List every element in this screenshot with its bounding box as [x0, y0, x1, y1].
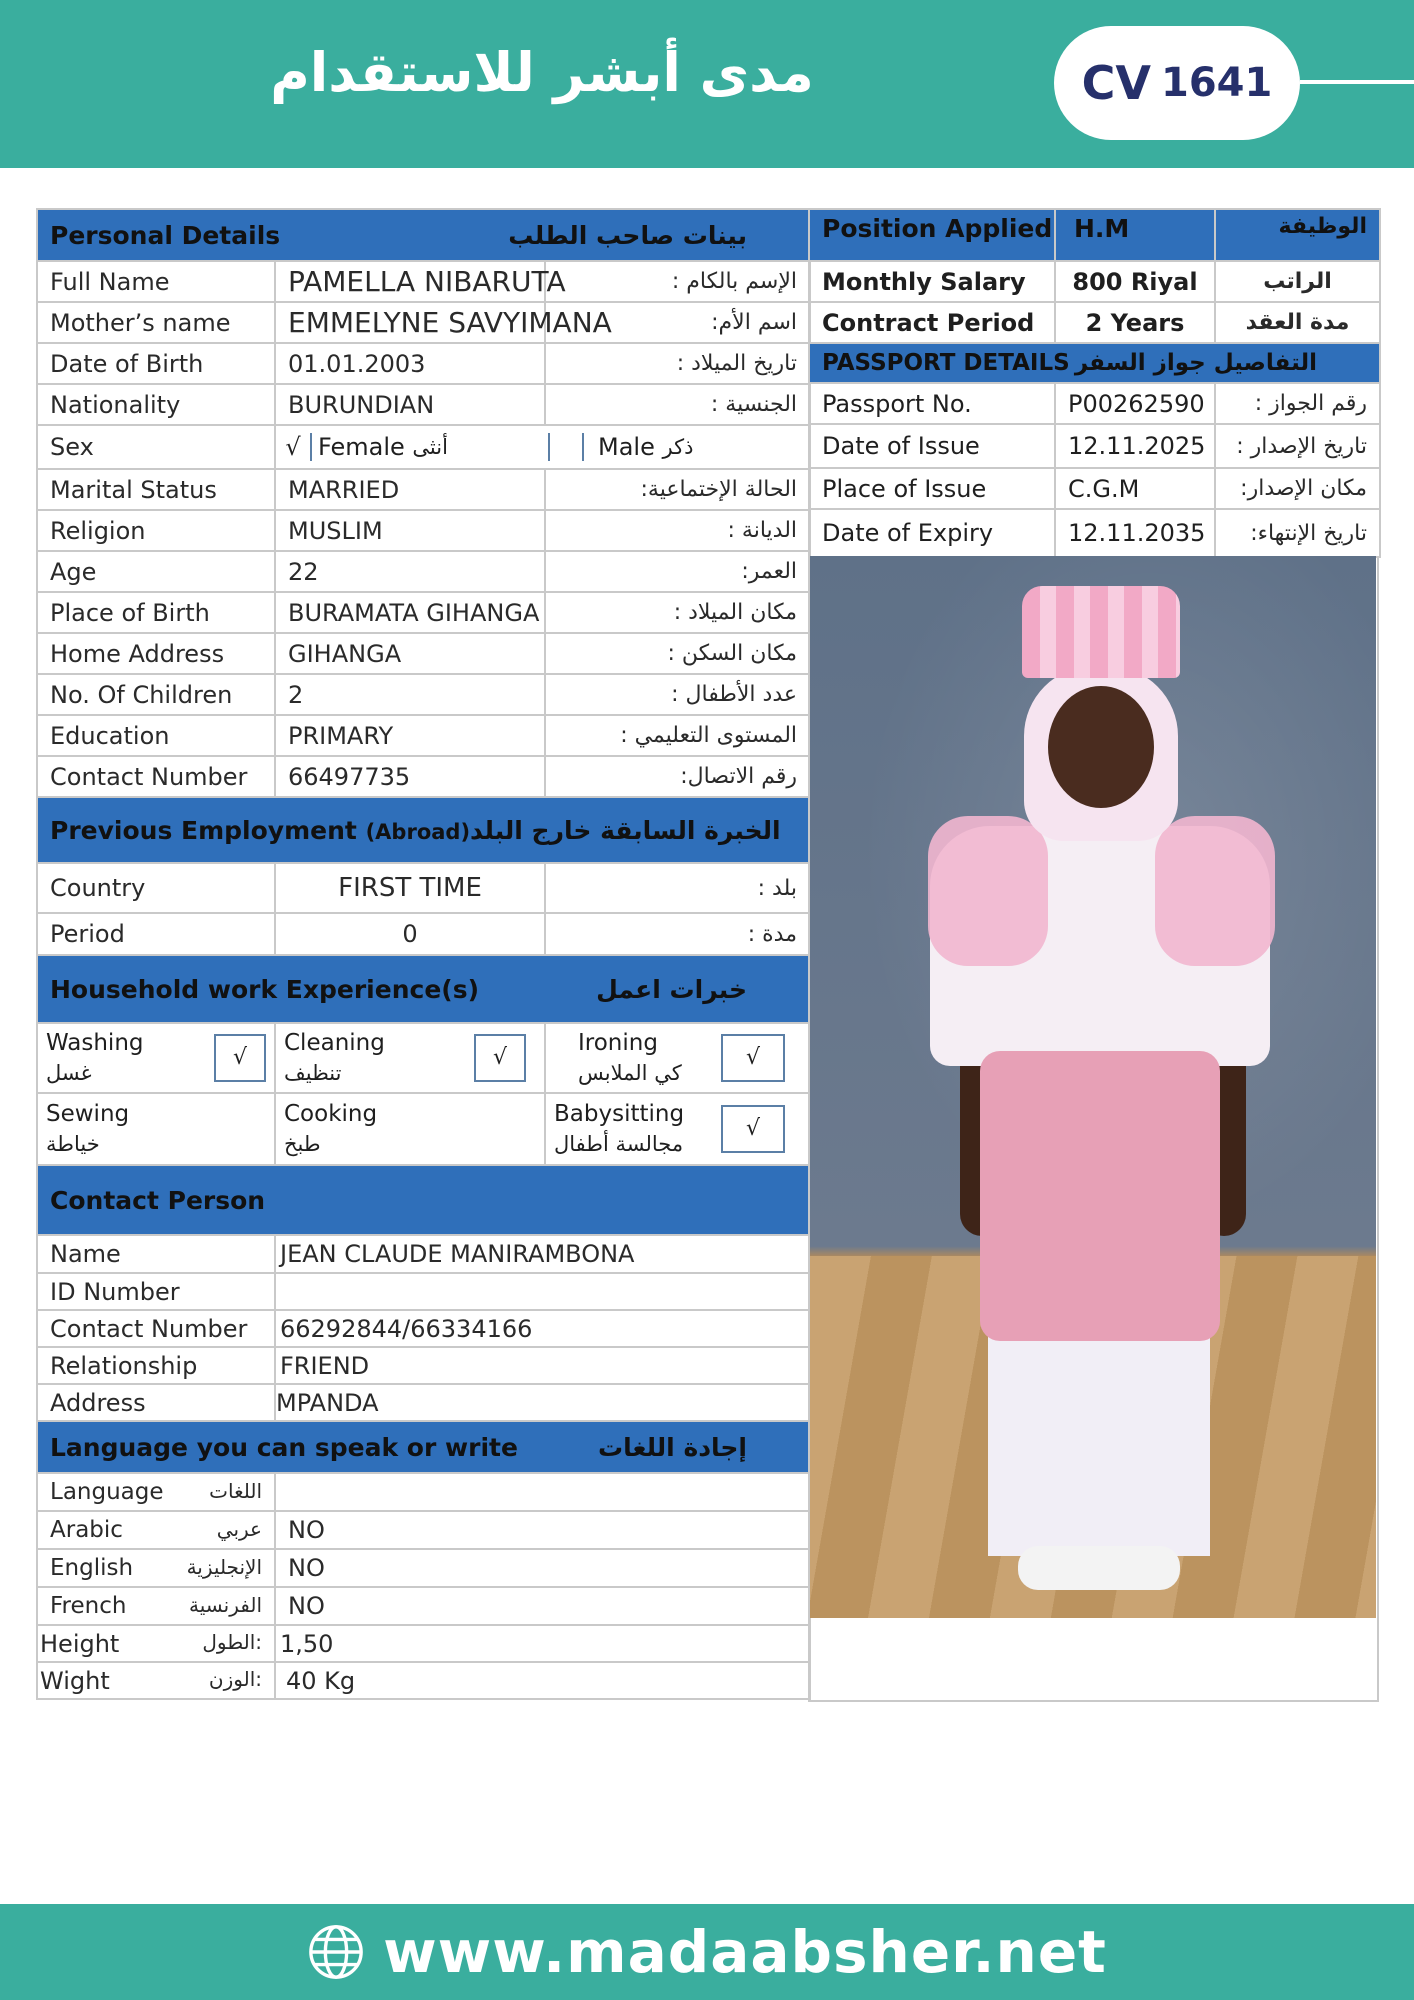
row-marital-status	[37, 469, 810, 510]
row-children	[37, 674, 810, 715]
field-label: Date of Issue	[809, 424, 1055, 468]
row-mother-name	[37, 302, 810, 343]
contact-id-value	[275, 1273, 810, 1310]
row-weight	[37, 1662, 810, 1699]
skill-label-ar: خياطة	[46, 1132, 100, 1156]
skill-label: Cleaning	[284, 1030, 385, 1056]
section-title: Household work Experience(s)	[50, 974, 480, 1004]
date-of-birth-value: 01.01.2003	[275, 343, 545, 384]
cv-prefix: CV	[1081, 56, 1152, 110]
section-passport-details	[809, 343, 1380, 383]
language-name-cell	[37, 1511, 275, 1549]
field-label: Passport No.	[809, 383, 1055, 424]
skill-cooking	[275, 1093, 545, 1165]
height-label-cell	[37, 1625, 275, 1662]
section-title: PASSPORT DETAILS	[822, 350, 1070, 376]
contract-period-value: 2 Years	[1055, 302, 1215, 343]
skill-washing	[37, 1023, 275, 1093]
field-label: Place of Birth	[37, 592, 275, 633]
row-place-of-birth	[37, 592, 810, 633]
field-label: Name	[37, 1235, 275, 1273]
field-label-ar: تاريخ الميلاد :	[545, 343, 810, 384]
field-label-ar: اسم الأم:	[545, 302, 810, 343]
religion-value: MUSLIM	[275, 510, 545, 551]
field-label-ar: المستوى التعليمي :	[545, 715, 810, 756]
contact-address-value: MPANDA	[275, 1384, 810, 1421]
contact-number-value: 66497735	[275, 756, 545, 797]
female-label: Female	[318, 433, 405, 461]
skill-label-ar: كي الملابس	[578, 1061, 682, 1085]
field-label-ar: رقم الجواز :	[1215, 383, 1380, 424]
english-level-value: NO	[275, 1549, 810, 1587]
full-name-value: PAMELLA NIBARUTA	[275, 261, 545, 302]
issue-place-value: C.G.M	[1055, 468, 1215, 509]
section-personal-details	[37, 209, 810, 261]
cv-number: 1641	[1161, 60, 1273, 106]
field-label-ar: الإنجليزية	[186, 1555, 262, 1579]
row-sex	[37, 425, 810, 469]
field-label: Contact Number	[37, 1310, 275, 1347]
skill-cleaning	[275, 1023, 545, 1093]
row-period	[37, 913, 810, 955]
section-contact-person	[37, 1165, 810, 1235]
photo-frame	[808, 556, 1379, 1702]
field-label: Date of Birth	[37, 343, 275, 384]
field-label: Wight	[40, 1666, 110, 1695]
skill-label-ar: طبخ	[284, 1132, 321, 1156]
field-label-ar: العمر:	[545, 551, 810, 592]
country-value: FIRST TIME	[275, 863, 545, 913]
field-label: Full Name	[37, 261, 275, 302]
field-label-ar: مكان الميلاد :	[545, 592, 810, 633]
field-label-ar: الجنسية :	[545, 384, 810, 425]
contact-relationship-value: FRIEND	[275, 1347, 810, 1384]
female-label-ar: أنثى	[412, 435, 448, 459]
language-name-cell	[37, 1549, 275, 1587]
company-title: مدى أبشر للاستقدام	[270, 41, 814, 104]
skill-checkbox[interactable]: √	[721, 1105, 785, 1153]
field-label: Home Address	[37, 633, 275, 674]
row-contact-phone	[37, 1310, 810, 1347]
position-passport-table	[808, 208, 1381, 558]
field-label: Age	[37, 551, 275, 592]
row-contact-name	[37, 1235, 810, 1273]
contact-phone-value: 66292844/66334166	[275, 1310, 810, 1347]
female-option	[312, 433, 550, 461]
female-checkbox[interactable]: √	[276, 433, 312, 461]
field-label-ar: الديانة :	[545, 510, 810, 551]
row-monthly-salary	[809, 261, 1380, 302]
male-checkbox[interactable]	[550, 433, 584, 461]
row-date-of-expiry	[809, 509, 1380, 557]
field-label: English	[50, 1555, 134, 1581]
field-label-ar: مدة :	[545, 913, 810, 955]
field-label-ar: اللغات	[209, 1479, 262, 1503]
field-label: Monthly Salary	[809, 261, 1055, 302]
section-title: Language you can speak or write	[50, 1432, 518, 1462]
row-contact-number	[37, 756, 810, 797]
field-label: Contract Period	[809, 302, 1055, 343]
row-contract-period	[809, 302, 1380, 343]
row-education	[37, 715, 810, 756]
section-title	[50, 816, 470, 845]
section-title: Contact Person	[50, 1185, 266, 1215]
field-label: Religion	[37, 510, 275, 551]
field-label-ar: الإسم بالكام :	[545, 261, 810, 302]
height-value: 1,50	[275, 1625, 810, 1662]
section-household-experience	[37, 955, 810, 1023]
section-title-ar: الخبرة السابقة خارج البلد	[470, 815, 781, 845]
skill-checkbox[interactable]: √	[721, 1034, 785, 1082]
header-bar	[0, 0, 1414, 168]
field-label-ar: الحالة الإختماعية:	[545, 469, 810, 510]
section-title-small: (Abroad)	[365, 819, 471, 844]
row-date-of-birth	[37, 343, 810, 384]
skill-label: Cooking	[284, 1101, 378, 1127]
home-address-value: GIHANGA	[275, 633, 545, 674]
row-country	[37, 863, 810, 913]
globe-icon	[307, 1923, 365, 1981]
age-value: 22	[275, 551, 545, 592]
field-label-ar: عربي	[216, 1517, 262, 1541]
field-label: Sex	[37, 425, 275, 469]
skill-label-ar: غسل	[46, 1061, 92, 1085]
field-label: ID Number	[37, 1273, 275, 1310]
mother-name-value: EMMELYNE SAVYIMANA	[275, 302, 545, 343]
field-label: French	[50, 1593, 127, 1619]
skill-label: Ironing	[578, 1030, 658, 1056]
field-label-ar: مكان الإصدار:	[1215, 468, 1380, 509]
place-of-birth-value: BURAMATA GIHANGA	[275, 592, 545, 633]
field-label: No. Of Children	[37, 674, 275, 715]
passport-number-value: P00262590	[1055, 383, 1215, 424]
skill-label: Babysitting	[554, 1101, 685, 1127]
male-label: Male	[598, 433, 655, 461]
field-label: Education	[37, 715, 275, 756]
section-title-ar: بينات صاحب الطلب	[508, 220, 748, 250]
website-link[interactable]: www.madaabsher.net	[383, 1918, 1107, 1986]
arabic-level-value: NO	[275, 1511, 810, 1549]
field-label-ar: الراتب	[1215, 261, 1380, 302]
field-label: Place of Issue	[809, 468, 1055, 509]
issue-date-value: 12.11.2025	[1055, 424, 1215, 468]
row-religion	[37, 510, 810, 551]
row-passport-no	[809, 383, 1380, 424]
row-language-header	[37, 1473, 810, 1511]
row-language-arabic	[37, 1511, 810, 1549]
row-height	[37, 1625, 810, 1662]
row-contact-id	[37, 1273, 810, 1310]
position-value: H.M	[1055, 209, 1215, 261]
french-level-value: NO	[275, 1587, 810, 1625]
skill-label: Washing	[46, 1030, 144, 1056]
field-label: Arabic	[50, 1517, 123, 1543]
marital-status-value: MARRIED	[275, 469, 545, 510]
sex-options	[275, 425, 810, 469]
row-contact-relationship	[37, 1347, 810, 1384]
field-label: Period	[37, 913, 275, 955]
section-title-ar: التفاصيل جواز السفر	[1074, 350, 1317, 376]
field-label-ar: بلد :	[545, 863, 810, 913]
field-label: Height	[40, 1629, 120, 1658]
field-label: Address	[37, 1384, 275, 1421]
field-label-ar: مدة العقد	[1215, 302, 1380, 343]
section-title-ar: خبرات اعمل	[596, 974, 748, 1004]
language-header-cell	[37, 1473, 275, 1511]
section-title: Personal Details	[50, 220, 281, 250]
field-label-ar: تاريخ الإصدار :	[1215, 424, 1380, 468]
skill-checkbox[interactable]: √	[214, 1034, 266, 1082]
section-title-ar: إجادة اللغات	[597, 1432, 748, 1462]
footer-bar	[0, 1904, 1414, 2000]
personal-details-table	[36, 208, 811, 1700]
row-nationality	[37, 384, 810, 425]
field-label: Contact Number	[37, 756, 275, 797]
skill-label: Sewing	[46, 1101, 130, 1127]
field-label-ar: الوزن:	[208, 1666, 262, 1691]
field-label: Relationship	[37, 1347, 275, 1384]
field-label: Date of Expiry	[809, 509, 1055, 557]
contact-name-value: JEAN CLAUDE MANIRAMBONA	[275, 1235, 810, 1273]
male-label-ar: ذكر	[662, 435, 694, 459]
row-language-french	[37, 1587, 810, 1625]
field-label: Marital Status	[37, 469, 275, 510]
field-label-ar: رقم الاتصال:	[545, 756, 810, 797]
field-label-ar: الوظيفة	[1215, 209, 1380, 261]
row-home-address	[37, 633, 810, 674]
salary-value: 800 Riyal	[1055, 261, 1215, 302]
field-label-ar: الفرنسية	[189, 1593, 262, 1617]
section-previous-employment	[37, 797, 810, 863]
skill-babysitting	[545, 1093, 810, 1165]
field-label-ar: عدد الأطفال :	[545, 674, 810, 715]
skill-label-ar: مجالسة أطفال	[554, 1132, 684, 1156]
children-value: 2	[275, 674, 545, 715]
cv-number-badge	[1054, 26, 1300, 140]
language-header-value	[275, 1473, 810, 1511]
period-value: 0	[275, 913, 545, 955]
expiry-date-value: 12.11.2035	[1055, 509, 1215, 557]
male-option	[584, 433, 809, 461]
header-divider	[1300, 80, 1414, 84]
education-value: PRIMARY	[275, 715, 545, 756]
field-label: Nationality	[37, 384, 275, 425]
nationality-value: BURUNDIAN	[275, 384, 545, 425]
skill-checkbox[interactable]: √	[474, 1034, 526, 1082]
field-label-ar: مكان السكن :	[545, 633, 810, 674]
row-age	[37, 551, 810, 592]
section-title-text: Previous Employment	[50, 815, 357, 845]
field-label: Mother’s name	[37, 302, 275, 343]
language-name-cell	[37, 1587, 275, 1625]
weight-label-cell	[37, 1662, 275, 1699]
row-place-of-issue	[809, 468, 1380, 509]
weight-value: 40 Kg	[275, 1662, 810, 1699]
row-date-of-issue	[809, 424, 1380, 468]
field-label: Country	[37, 863, 275, 913]
field-label-ar: تاريخ الإنتهاء:	[1215, 509, 1380, 557]
field-label: Position Applied	[809, 209, 1055, 261]
row-contact-address	[37, 1384, 810, 1421]
row-position-applied	[809, 209, 1380, 261]
field-label: Language	[50, 1479, 164, 1505]
section-languages	[37, 1421, 810, 1473]
skill-sewing	[37, 1093, 275, 1165]
skill-ironing	[545, 1023, 810, 1093]
row-full-name	[37, 261, 810, 302]
field-label-ar: الطول:	[202, 1629, 262, 1654]
row-language-english	[37, 1549, 810, 1587]
skill-label-ar: تنظيف	[284, 1061, 342, 1085]
